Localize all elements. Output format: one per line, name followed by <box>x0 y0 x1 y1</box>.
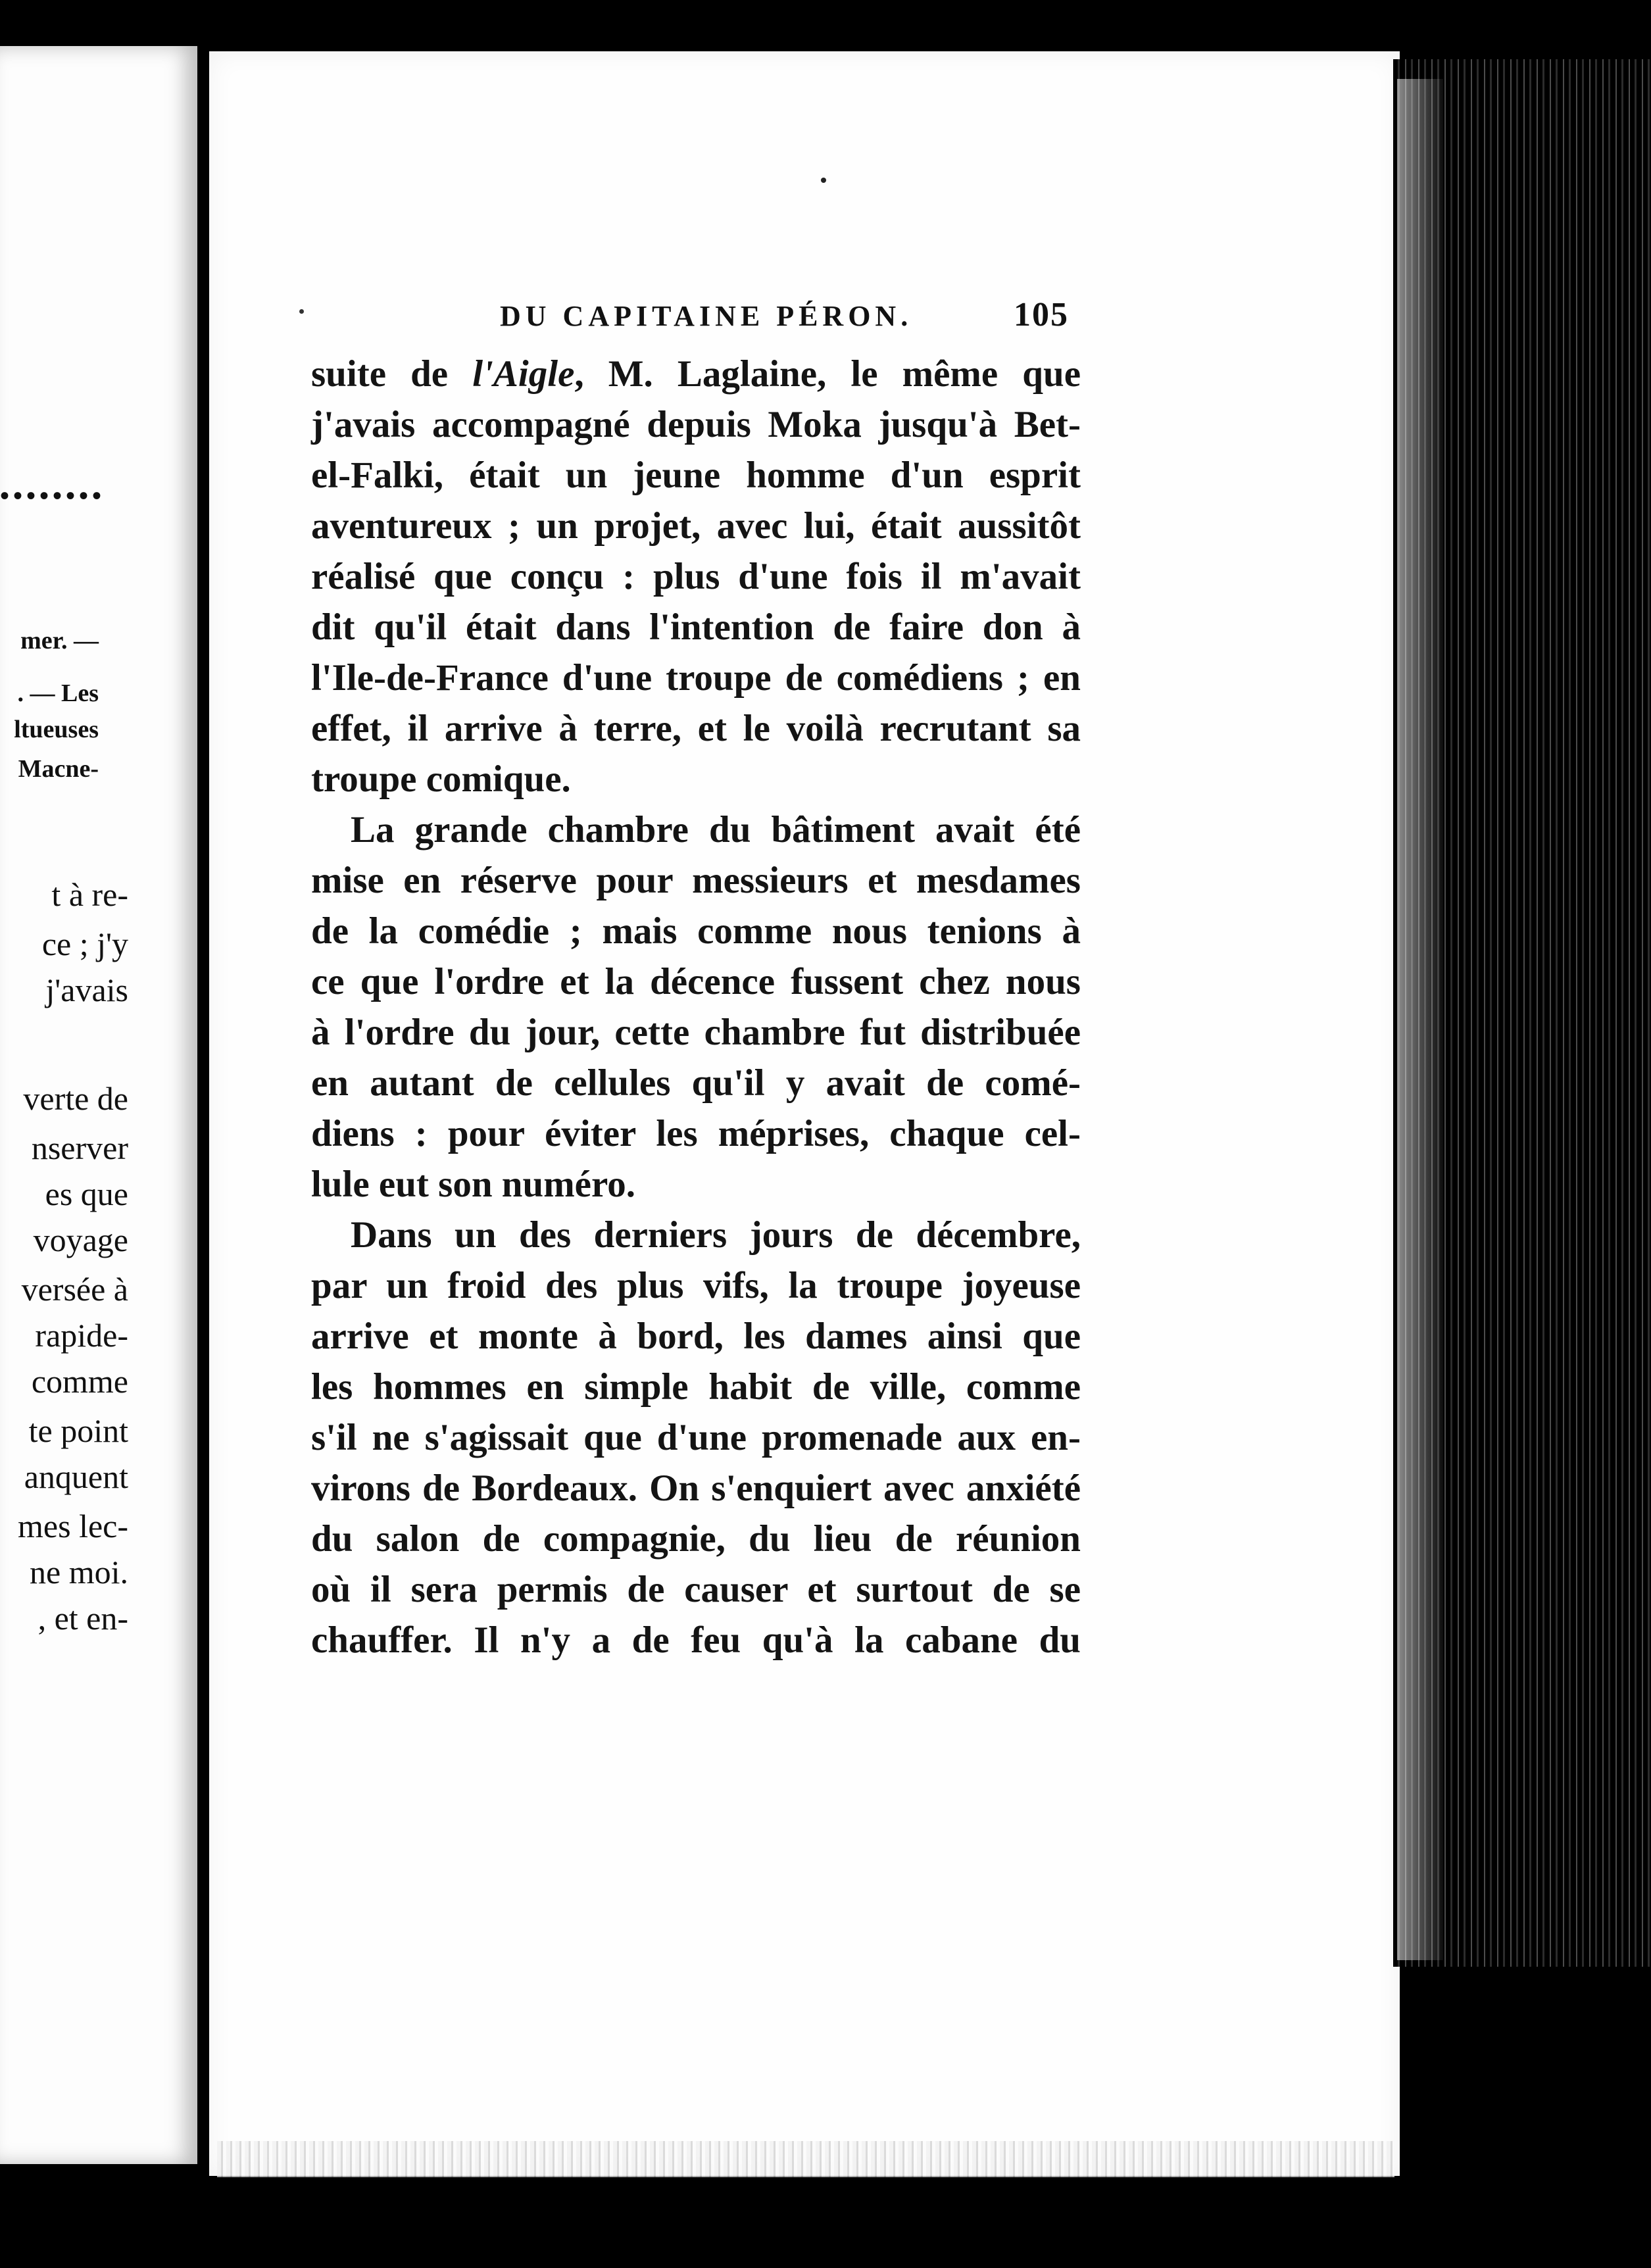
running-title: DU CAPITAINE PÉRON. <box>500 300 913 332</box>
text-line: lule eut son numéro. <box>311 1164 635 1205</box>
text-line: l'Ile-de-France d'une troupe de comédiens ; en <box>311 657 1081 699</box>
text-line: j'avais accompagné depuis Moka jusqu'à Bet- <box>311 404 1081 445</box>
text-line: aventureux ; un projet, avec lui, était aussitôt <box>311 505 1081 547</box>
left-page-line: verte de <box>23 1080 128 1117</box>
left-page-line: t à re- <box>51 876 128 913</box>
left-page-line: mes lec- <box>18 1508 128 1544</box>
left-page-line: j'avais <box>45 972 128 1008</box>
left-page-line: es que <box>45 1175 128 1212</box>
text-line: La grande chambre du bâtiment avait été <box>351 809 1081 851</box>
left-page-line: voyage <box>33 1221 128 1258</box>
left-page-separator: •••••••• <box>0 481 106 510</box>
left-page-line: nserver <box>31 1129 128 1166</box>
text-line: de la comédie ; mais comme nous tenions à <box>311 910 1081 952</box>
text-line: suite de l'Aigle, M. Laglaine, le même que <box>311 353 1081 395</box>
text-line: arrive et monte à bord, les dames ainsi que <box>311 1316 1081 1357</box>
ship-name: l'Aigle <box>472 353 575 395</box>
left-page-line: te point <box>28 1412 128 1449</box>
page-bottom-edge <box>217 2141 1394 2177</box>
left-page-line: anquent <box>24 1458 128 1495</box>
text-line: ce que l'ordre et la décence fussent chez nous <box>311 961 1081 1002</box>
text-line: el-Falki, était un jeune homme d'un esprit <box>311 455 1081 496</box>
left-page-line: ce ; j'y <box>41 925 128 962</box>
text-line: Dans un des derniers jours de décembre, <box>351 1214 1081 1256</box>
text-line: s'il ne s'agissait que d'une promenade aux en- <box>311 1417 1081 1458</box>
text-line: réalisé que conçu : plus d'une fois il m'avait <box>311 556 1081 597</box>
text-line: virons de Bordeaux. On s'enquiert avec anxiété <box>311 1467 1081 1509</box>
left-page-line: versée à <box>21 1271 128 1308</box>
left-page-line: ltueuses <box>14 716 99 743</box>
left-page-line: ne moi. <box>30 1554 128 1590</box>
left-page-line: mer. — <box>20 627 99 654</box>
text-line: les hommes en simple habit de ville, comme <box>311 1366 1081 1408</box>
left-page-line: comme <box>31 1363 128 1400</box>
text-line: effet, il arrive à terre, et le voilà recrutant sa <box>311 708 1081 749</box>
left-page-line: , et en- <box>37 1600 128 1637</box>
text-line: chauffer. Il n'y a de feu qu'à la cabane du <box>311 1619 1081 1661</box>
text-line: où il sera permis de causer et surtout de se <box>311 1569 1081 1610</box>
text-line: troupe comique. <box>311 758 571 800</box>
left-page-line: Macne- <box>18 755 99 783</box>
left-page-line: rapide- <box>35 1317 128 1354</box>
book-fore-edge-highlight <box>1397 79 1443 1960</box>
text-line: à l'ordre du jour, cette chambre fut distribuée <box>311 1012 1081 1053</box>
text-line: en autant de cellules qu'il y avait de comé- <box>311 1062 1081 1104</box>
page-number: 105 <box>1014 296 1069 333</box>
body-text <box>311 349 1081 1665</box>
left-page-line: . — Les <box>17 679 99 707</box>
running-head <box>296 296 1069 339</box>
text-line: du salon de compagnie, du lieu de réunion <box>311 1518 1081 1560</box>
text-line: diens : pour éviter les méprises, chaque cel- <box>311 1113 1081 1154</box>
ink-speck <box>821 178 826 183</box>
left-facing-page <box>0 46 197 2164</box>
text-line: par un froid des plus vifs, la troupe joyeuse <box>311 1265 1081 1306</box>
text-line: dit qu'il était dans l'intention de faire don à <box>311 606 1081 648</box>
text-line: mise en réserve pour messieurs et mesdames <box>311 860 1081 901</box>
